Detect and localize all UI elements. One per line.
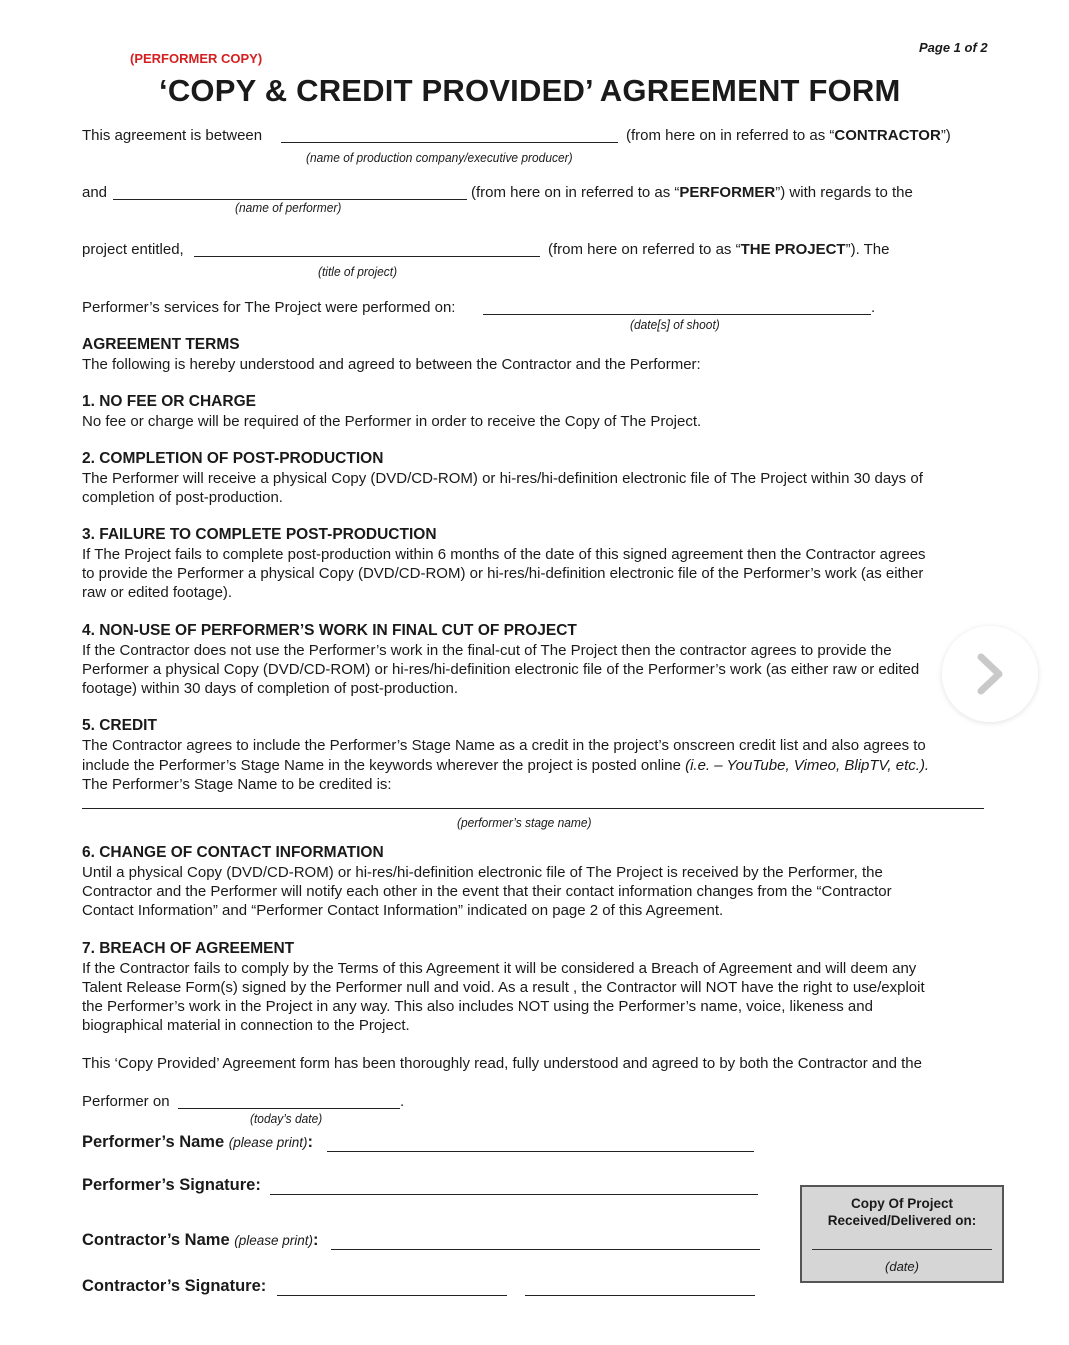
shoot-date-line[interactable] [483,314,871,315]
contractor-name-hint: (name of production company/executive producer) [306,150,573,165]
contractor-signature-label: Contractor’s Signature: [82,1277,267,1295]
section-4-line: footage) within 30 days of completion of post-production. [82,680,459,697]
page-title: ‘COPY & CREDIT PROVIDED’ AGREEMENT FORM [159,73,901,108]
todays-date-line[interactable] [178,1108,400,1109]
contractor-name-label: Contractor’s Name (please print): [82,1231,319,1249]
section-6-line: Contact Information” and “Performer Contact Information” indicated on page 2 of this Agreement. [82,902,724,919]
section-2-line: completion of post-production. [82,489,283,506]
section-5-line: The Contractor agrees to include the Performer’s Stage Name as a credit in the project’s onscreen credit list and also agrees to [82,737,926,754]
todays-date-period: . [400,1093,405,1110]
chevron-right-icon [972,653,1008,695]
intro-project-label: project entitled, [82,241,184,258]
section-2-heading: 2. COMPLETION OF POST-PRODUCTION [82,450,384,467]
performer-signature-label: Performer’s Signature: [82,1176,261,1194]
contractor-signature-line[interactable] [277,1295,507,1296]
received-date-hint: (date) [885,1259,919,1274]
copy-received-line-2: Received/Delivered on: [827,1213,977,1228]
section-5-line: include the Performer’s Stage Name in the keywords wherever the project is posted online (i.e. – YouTube, Vimeo, BlipTV, etc.). [82,757,930,774]
stage-name-hint: (performer’s stage name) [457,815,592,830]
section-7-line: the Performer’s work in the Project in any way. This also includes NOT using the Performer’s name, voice, likeness and [82,998,873,1015]
section-7-line: biographical material in connection to the Project. [82,1017,410,1034]
agreement-terms-intro: The following is hereby understood and agreed to between the Contractor and the Performer: [82,356,701,373]
copy-received-title [802,1195,1002,1229]
section-7-line: Talent Release Form(s) signed by the Performer null and void. As a result , the Contractor will NOT have the right to use/exploit [82,979,925,996]
contractor-signature-date-line[interactable] [525,1295,755,1296]
section-2-line: The Performer will receive a physical Copy (DVD/CD-ROM) or hi-res/hi-definition electronic file of The Project within 30 days of [82,470,923,487]
stage-name-line[interactable] [82,808,984,809]
section-7-line: If the Contractor fails to comply by the Terms of this Agreement it will be considered a Breach of Agreement and will deem any [82,960,917,977]
page-number: Page 1 of 2 [919,40,988,55]
section-5-line: The Performer’s Stage Name to be credited is: [82,776,392,793]
performer-print-name-line[interactable] [327,1151,754,1152]
agreement-terms-heading: AGREEMENT TERMS [82,336,240,353]
section-4-line: If the Contractor does not use the Performer’s work in the final-cut of The Project then the contractor agrees to provide the [82,642,892,659]
performer-on-label: Performer on [82,1093,170,1110]
performer-definition: (from here on in referred to as “PERFORMER”) with regards to the [471,184,913,201]
todays-date-hint: (today’s date) [250,1111,323,1126]
performer-name-hint: (name of performer) [235,200,342,215]
shoot-date-period: . [871,299,876,316]
shoot-date-hint: (date[s] of shoot) [630,317,720,332]
section-3-line: to provide the Performer a physical Copy (DVD/CD-ROM) or hi-res/hi-definition electronic file of the Performer’s work (as either [82,565,924,582]
contractor-definition: (from here on in referred to as “CONTRACTOR”) [626,127,951,144]
contractor-print-name-line[interactable] [331,1249,760,1250]
section-3-heading: 3. FAILURE TO COMPLETE POST-PRODUCTION [82,526,437,543]
contractor-name-line[interactable] [281,142,618,143]
section-4-heading: 4. NON-USE OF PERFORMER’S WORK IN FINAL CUT OF PROJECT [82,622,577,639]
copy-received-line-1: Copy Of Project [850,1196,953,1211]
project-definition: (from here on referred to as “THE PROJECT”). The [548,241,890,258]
next-page-button[interactable] [942,626,1038,722]
section-1-heading: 1. NO FEE OR CHARGE [82,393,256,410]
services-date-label: Performer’s services for The Project were performed on: [82,299,456,316]
section-1-body: No fee or charge will be required of the Performer in order to receive the Copy of The Project. [82,413,702,430]
section-5-heading: 5. CREDIT [82,717,157,734]
performer-signature-line[interactable] [270,1194,758,1195]
intro-and-label: and [82,184,108,201]
intro-between-label: This agreement is between [82,127,263,144]
performer-name-label: Performer’s Name (please print): [82,1133,314,1151]
project-title-line[interactable] [194,256,540,257]
section-6-heading: 6. CHANGE OF CONTACT INFORMATION [82,844,384,861]
received-date-line[interactable] [812,1249,992,1250]
section-6-line: Contractor and the Performer will notify each other in the event that their contact information changes from the “Contractor [82,883,892,900]
performer-copy-label: (PERFORMER COPY) [130,51,263,66]
section-3-line: If The Project fails to complete post-production within 6 months of the date of this signed agreement then the Contractor agrees [82,546,926,563]
section-4-line: Performer a physical Copy (DVD/CD-ROM) or hi-res/hi-definition electronic file of the Performer’s work (as either raw or edited [82,661,920,678]
section-3-line: raw or edited footage). [82,584,233,601]
section-6-line: Until a physical Copy (DVD/CD-ROM) or hi-res/hi-definition electronic file of The Project is received by the Performer, the [82,864,883,881]
project-title-hint: (title of project) [318,264,398,279]
copy-received-box [800,1185,1004,1283]
closing-statement: This ‘Copy Provided’ Agreement form has been thoroughly read, fully understood and agreed to by both the Contractor and the [82,1055,922,1072]
section-7-heading: 7. BREACH OF AGREEMENT [82,940,295,957]
